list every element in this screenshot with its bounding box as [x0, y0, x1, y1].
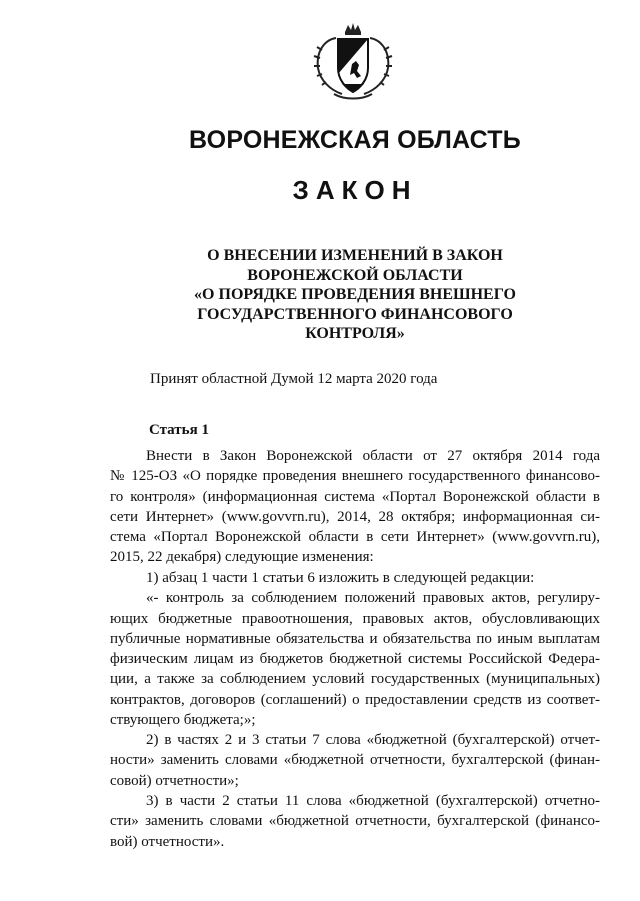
paragraph-line: 2) в частях 2 и 3 статьи 7 слова «бюджетной (бухгалтерской) отчет-: [146, 732, 600, 748]
article-intro-paragraph: [110, 446, 600, 568]
paragraph-line: ющих бюджетные правоотношения, правовых актов, обусловливающих: [110, 610, 600, 627]
article-heading: Статья 1: [149, 422, 209, 438]
paragraph-line: 2015, 22 декабря) следующие изменения:: [110, 549, 374, 566]
law-title-line: О ВНЕСЕНИИ ИЗМЕНЕНИЙ В ЗАКОН: [207, 247, 503, 264]
law-title: [150, 246, 560, 344]
law-title-line: КОНТРОЛЯ»: [305, 325, 405, 342]
amendment-item-1: [110, 568, 600, 730]
amendment-item-2: [110, 730, 600, 791]
paragraph-line: 1) абзац 1 части 1 статьи 6 изложить в следующей редакции:: [146, 570, 535, 586]
paragraph-line: ности» заменить словами «бюджетной отчетности, бухгалтерской (финан-: [110, 752, 600, 769]
voronezh-coat-of-arms-icon: [312, 22, 394, 104]
paragraph-line: «- контроль за соблюдением положений правовых актов, регулиру-: [146, 590, 600, 607]
paragraph-line: Внести в Закон Воронежской области от 27 октября 2014 года: [146, 448, 600, 464]
law-title-line: ГОСУДАРСТВЕННОГО ФИНАНСОВОГО: [197, 305, 513, 323]
paragraph-line: ствующего бюджета;»;: [110, 712, 256, 729]
document-type-heading: ЗАКОН: [292, 175, 418, 205]
paragraph-line: стема «Портал Воронежской области в сети Интернет» (www.govvrn.ru),: [110, 529, 600, 546]
paragraph-line: контрактов, договоров (соглашений) о предоставлении средств из соответ-: [110, 691, 600, 708]
paragraph-line: ции, а также за соблюдением условий государственных (муниципальных): [110, 671, 600, 688]
amendment-item-3: [110, 791, 600, 852]
paragraph-line: вой) отчетности».: [110, 833, 225, 850]
paragraph-line: физическим лицам из бюджетов бюджетной системы Российской Федера-: [110, 651, 600, 668]
paragraph-line: сти» заменить словами «бюджетной отчетности, бухгалтерской (финансо-: [110, 813, 600, 830]
paragraph-line: сети Интернет» (www.govvrn.ru), 2014, 28 октября; информационная си-: [110, 508, 600, 525]
paragraph-line: совой) отчетности»;: [110, 772, 239, 789]
paragraph-line: го контроля» (информационная система «Портал Воронежской области в: [110, 488, 600, 505]
law-title-line: ВОРОНЕЖСКОЙ ОБЛАСТИ: [247, 266, 463, 284]
adoption-note: Принят областной Думой 12 марта 2020 года: [150, 371, 438, 387]
paragraph-line: № 125-ОЗ «О порядке проведения внешнего государственного финансово-: [110, 468, 600, 485]
region-heading: ВОРОНЕЖСКАЯ ОБЛАСТЬ: [189, 126, 521, 154]
law-title-line: «О ПОРЯДКЕ ПРОВЕДЕНИЯ ВНЕШНЕГО: [194, 286, 516, 303]
paragraph-line: 3) в части 2 статьи 11 слова «бюджетной (бухгалтерской) отчетно-: [146, 793, 600, 809]
paragraph-line: публичные нормативные обязательства и обязательства по иным выплатам: [110, 630, 600, 647]
